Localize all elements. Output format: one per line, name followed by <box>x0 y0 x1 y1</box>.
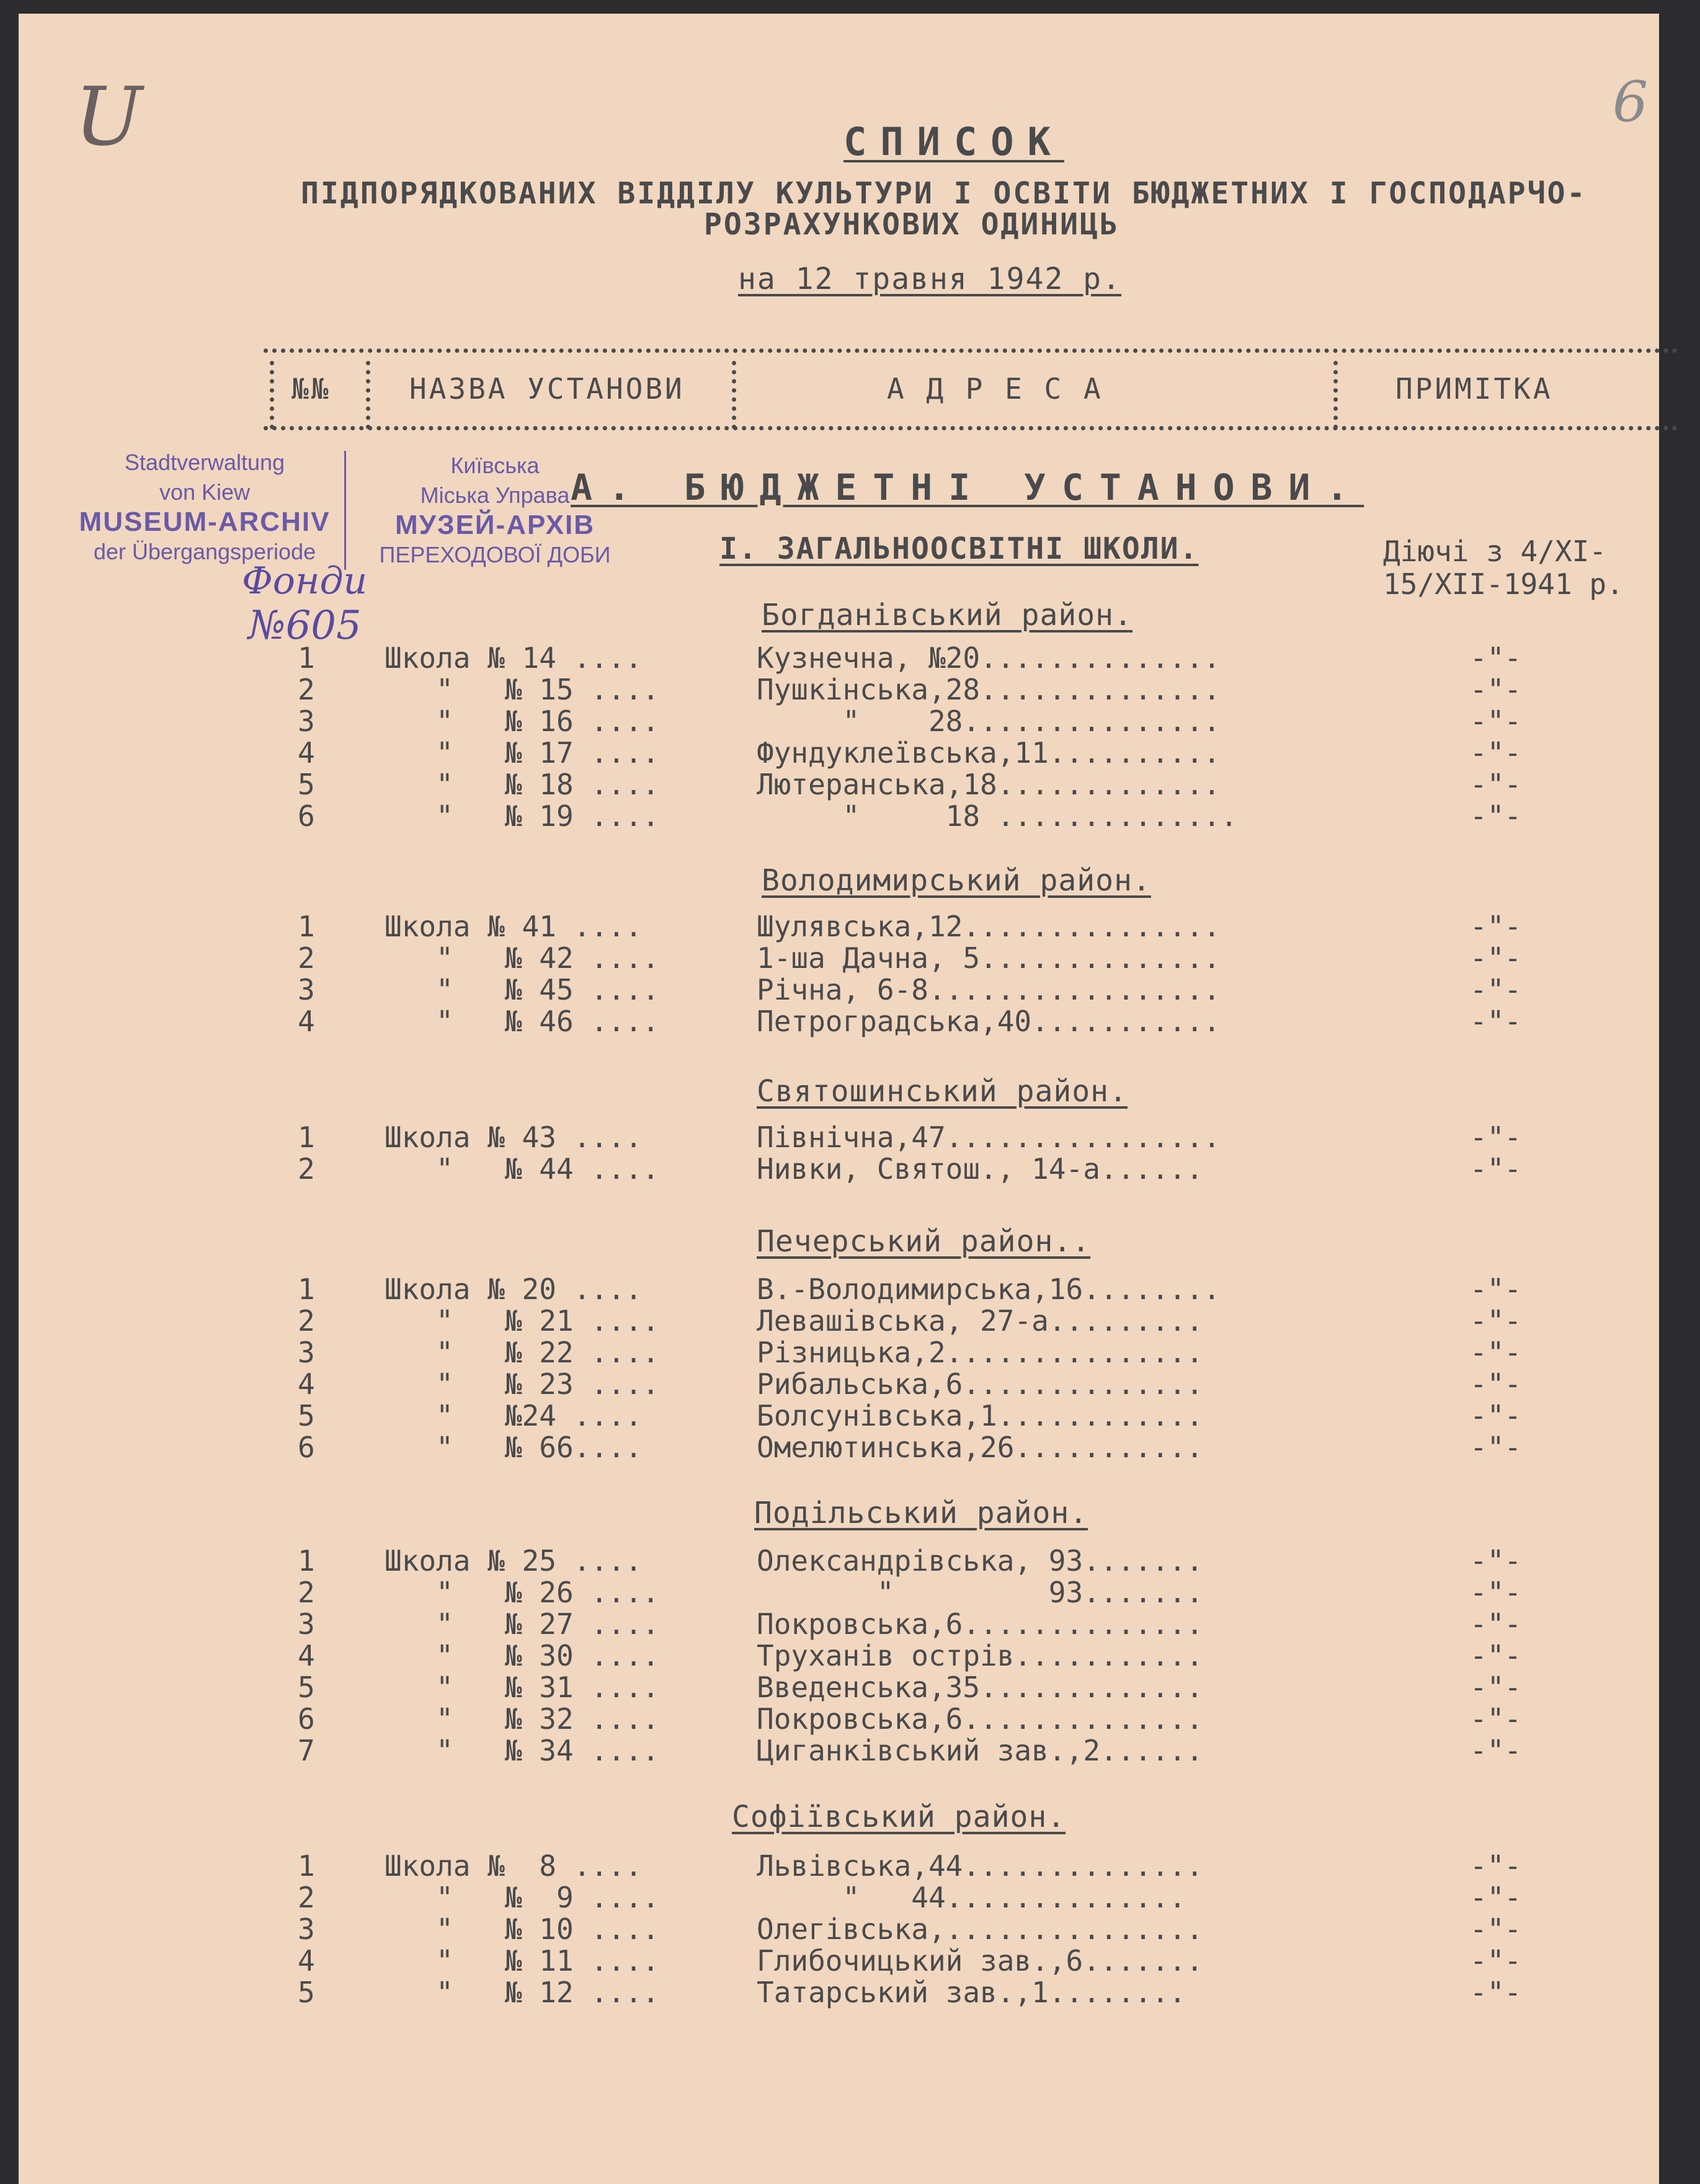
institution-address: Левашівська, 27-а......... <box>757 1304 1204 1338</box>
institution-name: " № 11 .... <box>385 1944 660 1978</box>
row-note: -"- <box>1470 1336 1522 1369</box>
row-number: 2 <box>298 673 315 706</box>
table-row <box>19 1336 1659 1368</box>
row-note: -"- <box>1470 1881 1522 1914</box>
institution-address: Нивки, Святош., 14-а...... <box>757 1152 1204 1186</box>
row-note: -"- <box>1470 768 1522 801</box>
row-number: 5 <box>298 1976 315 2009</box>
table-row <box>19 1912 1659 1945</box>
institution-name: Школа № 43 .... <box>385 1121 643 1154</box>
district-heading: Богданівський район. <box>762 598 1133 633</box>
institution-name: " № 66.... <box>385 1431 643 1464</box>
row-note: -"- <box>1470 1976 1522 2009</box>
row-note: -"- <box>1470 910 1522 943</box>
district-heading: Подільський район. <box>754 1496 1088 1530</box>
row-note: -"- <box>1470 1304 1522 1338</box>
institution-address: Покровська,6.............. <box>757 1702 1204 1736</box>
row-number: 5 <box>298 1399 315 1432</box>
section-title: А. БЮДЖЕТНІ УСТАНОВИ. <box>571 466 1364 508</box>
document-subtitle-line2: РОЗРАХУНКОВИХ ОДИНИЦЬ <box>704 207 1119 242</box>
institution-name: Школа № 20 .... <box>385 1272 643 1306</box>
row-note: -"- <box>1470 1152 1522 1186</box>
table-row <box>19 768 1659 800</box>
institution-address: " 28............... <box>757 704 1221 738</box>
row-number: 4 <box>298 1367 315 1401</box>
row-note: -"- <box>1470 1431 1522 1464</box>
institution-name: " № 21 .... <box>385 1304 660 1338</box>
institution-name: " № 15 .... <box>385 673 660 706</box>
row-number: 6 <box>298 799 315 833</box>
table-header-divider <box>732 361 736 429</box>
row-number: 1 <box>298 910 315 943</box>
institution-name: " № 17 .... <box>385 736 660 770</box>
row-number: 3 <box>298 1607 315 1641</box>
row-number: 1 <box>298 1544 315 1578</box>
table-row <box>19 1121 1659 1153</box>
institution-address: Татарський зав.,1........ <box>757 1976 1186 2009</box>
document-subtitle-line1: ПІДПОРЯДКОВАНИХ ВІДДІЛУ КУЛЬТУРИ І ОСВІТИ БЮДЖЕТНИХ І ГОСПОДАРЧО- <box>301 176 1587 211</box>
row-note: -"- <box>1470 799 1522 833</box>
row-note: -"- <box>1470 1544 1522 1578</box>
row-note: -"- <box>1470 641 1522 675</box>
institution-address: Річна, 6-8................. <box>757 973 1221 1006</box>
stamp-line: der Übergangsperiode <box>93 539 316 564</box>
institution-name: " №24 .... <box>385 1399 643 1432</box>
row-number: 4 <box>298 736 315 770</box>
row-note: -"- <box>1470 1639 1522 1672</box>
table-row <box>19 1849 1659 1881</box>
table-row <box>19 1607 1659 1640</box>
row-note: -"- <box>1470 1944 1522 1978</box>
table-row <box>19 910 1659 942</box>
section-note-line2: 15/XII-1941 р. <box>1383 567 1624 601</box>
institution-name: Школа № 41 .... <box>385 910 643 943</box>
table-row <box>19 1272 1659 1305</box>
header-col-name: НАЗВА УСТАНОВИ <box>409 372 685 406</box>
stamp-line: Київська <box>450 453 540 478</box>
page-number: 6 <box>1613 69 1649 135</box>
table-row <box>19 941 1659 974</box>
institution-name: " № 10 .... <box>385 1912 660 1946</box>
institution-name: " № 30 .... <box>385 1639 660 1672</box>
row-note: -"- <box>1470 941 1522 975</box>
row-number: 3 <box>298 973 315 1006</box>
institution-name: " № 16 .... <box>385 704 660 738</box>
district-heading: Печерський район.. <box>757 1224 1091 1259</box>
institution-address: " 44.............. <box>757 1881 1186 1914</box>
institution-address: Труханів острів........... <box>757 1639 1204 1672</box>
institution-address: Введенська,35............. <box>757 1671 1204 1704</box>
institution-address: Олегівська,............... <box>757 1912 1204 1946</box>
institution-address: Фундуклеївська,11.......... <box>757 736 1221 770</box>
institution-name: " № 9 .... <box>385 1881 660 1914</box>
institution-address: " 93....... <box>757 1576 1204 1609</box>
institution-address: Покровська,6.............. <box>757 1607 1204 1641</box>
header-col-note: ПРИМІТКА <box>1395 372 1553 406</box>
table-row <box>19 1881 1659 1913</box>
institution-name: " № 31 .... <box>385 1671 660 1704</box>
row-note: -"- <box>1470 1702 1522 1736</box>
institution-name: " № 18 .... <box>385 768 660 801</box>
institution-address: 1-ша Дачна, 5.............. <box>757 941 1221 975</box>
table-header-top-rule <box>264 348 1678 353</box>
institution-address: Олександрівська, 93....... <box>757 1544 1204 1578</box>
row-number: 3 <box>298 1912 315 1946</box>
header-col-number: №№ <box>291 372 331 406</box>
table-row <box>19 799 1659 832</box>
institution-name: " № 46 .... <box>385 1005 660 1038</box>
handwritten-fond-label: Фонди <box>242 559 368 603</box>
district-heading: Володимирський район. <box>762 863 1151 898</box>
institution-address: Петроградська,40........... <box>757 1005 1221 1038</box>
institution-name: " № 26 .... <box>385 1576 660 1609</box>
district-heading: Святошинський район. <box>757 1074 1128 1109</box>
stamp-line: MUSEUM-ARCHIV <box>79 507 331 537</box>
district-heading: Софіївський район. <box>732 1800 1066 1834</box>
table-row <box>19 641 1659 673</box>
row-number: 1 <box>298 1849 315 1883</box>
institution-address: " 18 .............. <box>757 799 1238 833</box>
table-header-divider <box>270 361 274 429</box>
institution-address: Львівська,44.............. <box>757 1849 1204 1883</box>
row-number: 4 <box>298 1005 315 1038</box>
row-note: -"- <box>1470 1399 1522 1432</box>
institution-name: " № 12 .... <box>385 1976 660 2009</box>
row-note: -"- <box>1470 1272 1522 1306</box>
table-row <box>19 1005 1659 1037</box>
row-number: 2 <box>298 1304 315 1338</box>
stamp-line: МУЗЕЙ-АРХІВ <box>394 510 595 540</box>
table-row <box>19 704 1659 737</box>
row-note: -"- <box>1470 1849 1522 1883</box>
handwritten-fond-number: №605 <box>248 603 362 649</box>
table-row <box>19 1944 1659 1976</box>
institution-name: " № 32 .... <box>385 1702 660 1736</box>
row-note: -"- <box>1470 736 1522 770</box>
row-note: -"- <box>1470 673 1522 706</box>
stamp-line: ПЕРЕХОДОВОЇ ДОБИ <box>379 542 611 567</box>
institution-address: Пушкінська,28.............. <box>757 673 1221 706</box>
row-note: -"- <box>1470 1912 1522 1946</box>
institution-address: Болсунівська,1............ <box>757 1399 1204 1432</box>
archive-stamp-german <box>74 448 335 567</box>
institution-address: В.-Володимирська,16........ <box>757 1272 1221 1306</box>
table-row <box>19 1304 1659 1336</box>
subsection-title: І. ЗАГАЛЬНООСВІТНІ ШКОЛИ. <box>719 531 1199 566</box>
stamp-line: Stadtverwaltung <box>124 450 285 475</box>
table-row <box>19 973 1659 1005</box>
row-note: -"- <box>1470 704 1522 738</box>
table-row <box>19 1576 1659 1608</box>
institution-name: " № 45 .... <box>385 973 660 1006</box>
row-number: 6 <box>298 1431 315 1464</box>
row-number: 1 <box>298 641 315 675</box>
row-number: 2 <box>298 941 315 975</box>
institution-address: Шулявська,12............... <box>757 910 1221 943</box>
institution-address: Різницька,2............... <box>757 1336 1204 1369</box>
table-row <box>19 1976 1659 2008</box>
document-date: на 12 травня 1942 р. <box>738 262 1121 296</box>
table-row <box>19 1544 1659 1576</box>
row-note: -"- <box>1470 1367 1522 1401</box>
document-title: СПИСОК <box>843 119 1064 164</box>
row-note: -"- <box>1470 1121 1522 1154</box>
institution-name: " № 27 .... <box>385 1607 660 1641</box>
row-number: 6 <box>298 1702 315 1736</box>
stamp-line: Міська Управа <box>420 482 570 508</box>
table-row <box>19 1399 1659 1431</box>
table-header-divider <box>366 361 370 429</box>
institution-name: " № 44 .... <box>385 1152 660 1186</box>
row-note: -"- <box>1470 1005 1522 1038</box>
row-note: -"- <box>1470 1576 1522 1609</box>
institution-address: Циганківський зав.,2...... <box>757 1734 1204 1767</box>
table-row <box>19 1734 1659 1766</box>
row-number: 1 <box>298 1272 315 1306</box>
row-number: 2 <box>298 1576 315 1609</box>
stamp-line: von Kiew <box>159 479 251 505</box>
row-number: 3 <box>298 704 315 738</box>
row-number: 3 <box>298 1336 315 1369</box>
row-note: -"- <box>1470 1734 1522 1767</box>
table-row <box>19 1431 1659 1463</box>
header-col-address: А Д Р Е С А <box>887 372 1103 406</box>
table-header-divider <box>1333 361 1338 429</box>
institution-name: " № 22 .... <box>385 1336 660 1369</box>
row-note: -"- <box>1470 1607 1522 1641</box>
institution-address: Північна,47................ <box>757 1121 1221 1154</box>
institution-name: " № 19 .... <box>385 799 660 833</box>
table-row <box>19 1639 1659 1671</box>
institution-name: Школа № 25 .... <box>385 1544 643 1578</box>
row-number: 4 <box>298 1944 315 1978</box>
table-row <box>19 673 1659 705</box>
institution-name: Школа № 14 .... <box>385 641 643 675</box>
institution-address: Омелютинська,26........... <box>757 1431 1204 1464</box>
institution-address: Глибочицький зав.,6....... <box>757 1944 1204 1978</box>
institution-address: Кузнечна, №20.............. <box>757 641 1221 675</box>
institution-address: Лютеранська,18............. <box>757 768 1221 801</box>
corner-mark: U <box>74 69 143 164</box>
row-number: 1 <box>298 1121 315 1154</box>
row-number: 2 <box>298 1152 315 1186</box>
row-number: 2 <box>298 1881 315 1914</box>
institution-name: " № 23 .... <box>385 1367 660 1401</box>
row-note: -"- <box>1470 973 1522 1006</box>
row-number: 5 <box>298 768 315 801</box>
table-header-bottom-rule <box>264 426 1678 430</box>
institution-name: Школа № 8 .... <box>385 1849 643 1883</box>
section-note-line1: Діючі з 4/XI- <box>1383 535 1607 568</box>
table-row <box>19 1367 1659 1400</box>
table-row <box>19 1152 1659 1184</box>
table-row <box>19 1702 1659 1734</box>
row-number: 5 <box>298 1671 315 1704</box>
institution-name: " № 42 .... <box>385 941 660 975</box>
row-number: 4 <box>298 1639 315 1672</box>
table-row <box>19 736 1659 768</box>
document-page <box>19 14 1659 2184</box>
institution-name: " № 34 .... <box>385 1734 660 1767</box>
institution-address: Рибальська,6.............. <box>757 1367 1204 1401</box>
row-number: 7 <box>298 1734 315 1767</box>
row-note: -"- <box>1470 1671 1522 1704</box>
table-row <box>19 1671 1659 1703</box>
